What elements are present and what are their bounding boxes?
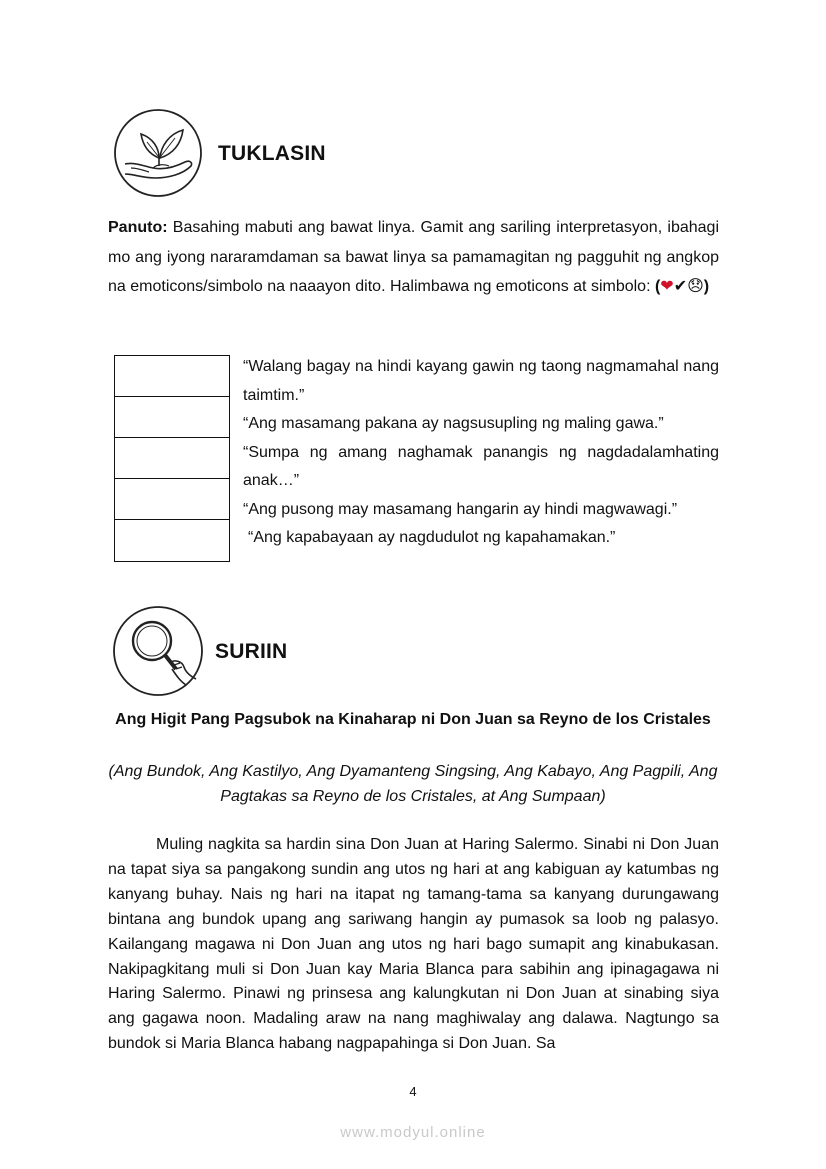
page-number: 4 [409,1084,417,1099]
tuklasin-title: TUKLASIN [218,142,326,165]
instruction-label: Panuto: [108,219,168,236]
story-paragraph: Muling nagkita sa hardin sina Don Juan at Haring Salermo. Sinabi ni Don Juan na tapat siya sa pangakong sundin ang utos ng hari at ang kabiguan ay katumbas ng kanyang buhay. Nais ng hari na itapat ng tamang-tama sa kanyang durungawang bintana ang bundok upang ang sariwang hangin ay pumasok sa loob ng palasyo. Kailangang magawa ni Don Juan ang utos ng hari bago sumapit ang kinabukasan. Nakipagkitang muli si Don Juan kay Maria Blanca para sabihin ang ipinagagawa ni Haring Salermo. Pinawi ng prinsesa ang kalungkutan ni Don Juan at sinabing siya ang gagawa noon. Madaling araw na nang maghiwalay ang dalawa. Nagtungo sa bundok si Maria Blanca habang nagpapahinga si Don Juan. Sa [108,836,719,1053]
answer-box-1[interactable] [114,355,230,396]
suriin-magnifier-icon [112,605,204,697]
tuklasin-plant-hands-icon [113,108,203,198]
answer-boxes [114,355,230,562]
quote-1: “Walang bagay na hindi kayang gawin ng taong nagmamahal nang taimtim.” [243,358,719,404]
answer-box-4[interactable] [114,478,230,519]
suriin-title: SURIIN [215,640,288,663]
story-subtitle: (Ang Bundok, Ang Kastilyo, Ang Dyamanteng Singsing, Ang Kabayo, Ang Pagpili, Ang Pagtakas sa Reyno de los Cristales, at Ang Sumpaan) [108,763,718,805]
emoticon-examples: (❤✔😞) [654,278,710,295]
answer-box-3[interactable] [114,437,230,478]
story-title: Ang Higit Pang Pagsubok na Kinaharap ni Don Juan sa Reyno de los Cristales [115,711,711,728]
instruction [108,213,719,302]
instruction-text: Basahing mabuti ang bawat linya. Gamit ang sariling interpretasyon, ibahagi mo ang iyong nararamdaman sa bawat linya sa pamamagitan ng pagguhit ng angkop na emoticons/simbolo na naaayon dito. Halimbawa ng emoticons at simbolo: [108,219,719,295]
quote-5: “Ang kapabayaan ay nagdudulot ng kapahamakan.” [248,529,616,546]
quote-2: “Ang masamang pakana ay nagsusupling ng maling gawa.” [243,415,664,432]
answer-box-5[interactable] [114,519,230,562]
story-body [108,833,719,1057]
watermark: www.modyul.online [340,1124,486,1141]
quote-3: “Sumpa ng amang naghamak panangis ng nagdadalamhating anak…” [243,443,719,489]
answer-box-2[interactable] [114,396,230,437]
quotes-list [243,353,719,553]
quote-4: “Ang pusong may masamang hangarin ay hindi magwawagi.” [243,500,678,518]
